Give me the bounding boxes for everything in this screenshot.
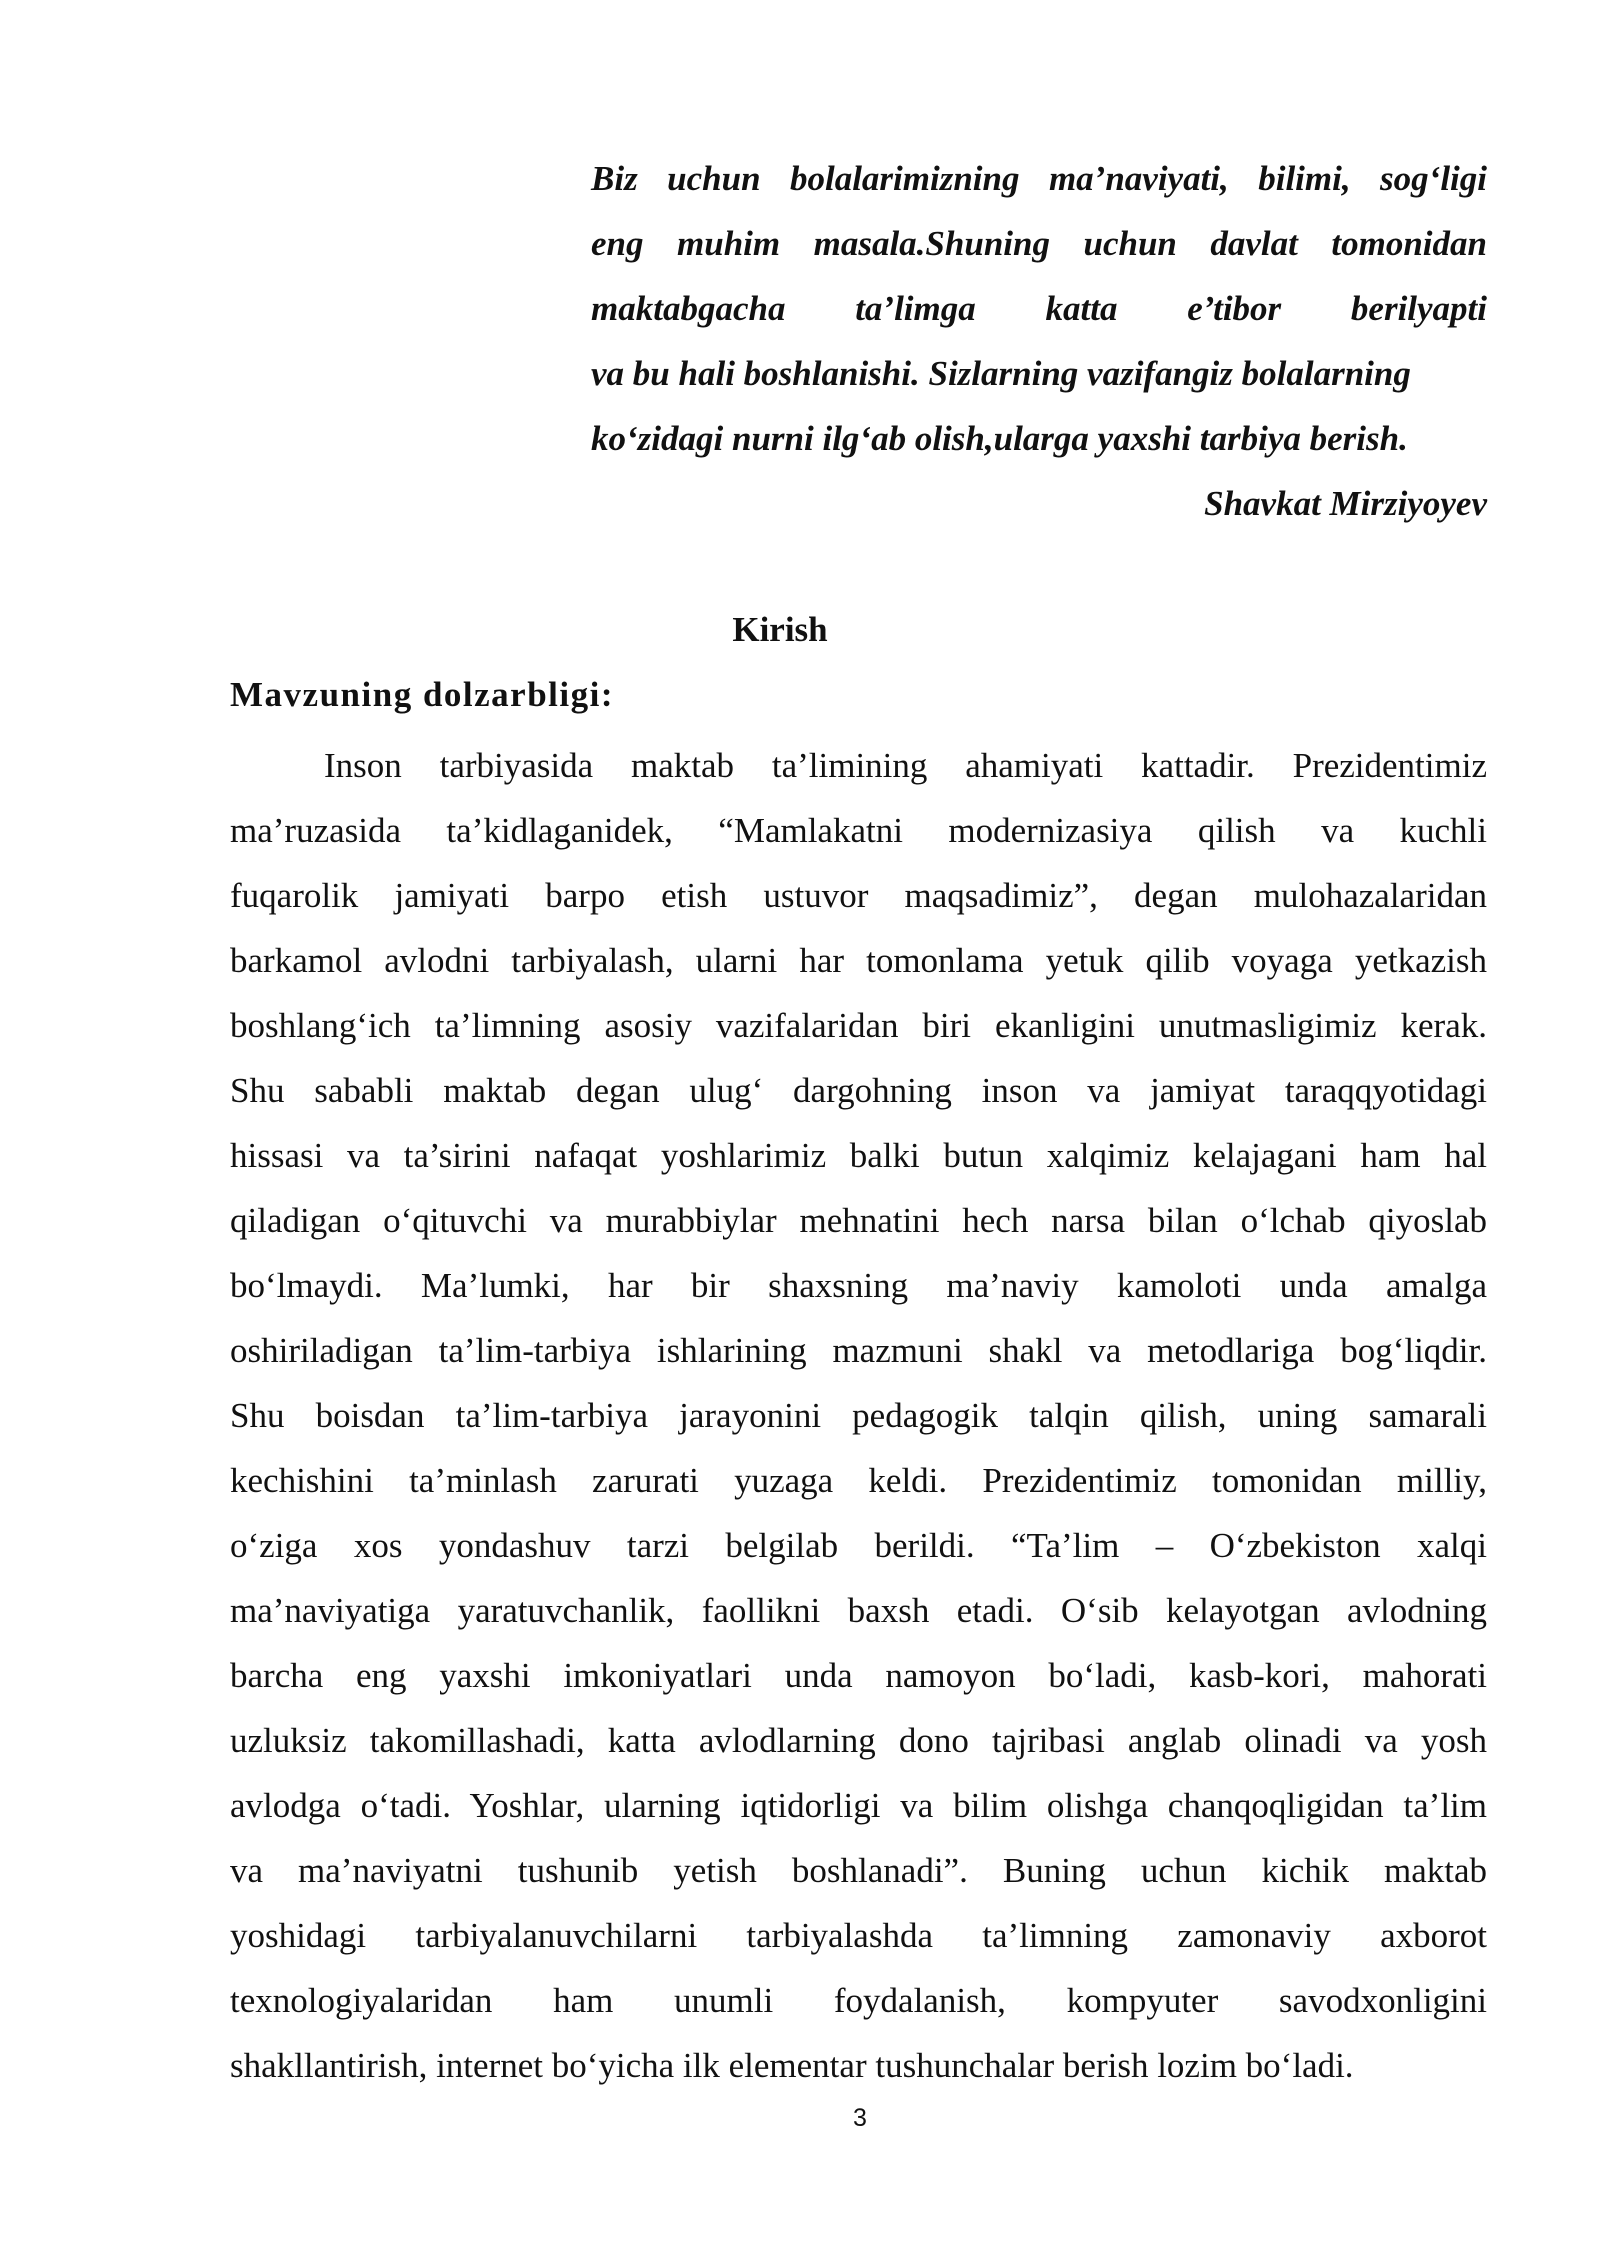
body-line: ma’naviyatiga yaratuvchanlik, faollikni baxsh etadi. O‘sib kelayotgan avlodning: [230, 1591, 1487, 1630]
body-line: va ma’naviyatni tushunib yetish boshlanadi”. Buning uchun kichik maktab: [230, 1851, 1487, 1890]
body-line: o‘ziga xos yondashuv tarzi belgilab berildi. “Ta’lim – O‘zbekiston xalqi: [230, 1526, 1487, 1565]
epigraph-line: Biz uchun bolalarimizning ma’naviyati, bilimi, sog‘ligi: [591, 159, 1487, 198]
section-subheading: Mavzuning dolzarbligi:: [230, 675, 614, 714]
body-line: kechishini ta’minlash zarurati yuzaga keldi. Prezidentimiz tomonidan milliy,: [230, 1461, 1487, 1500]
body-line: hissasi va ta’sirini nafaqat yoshlarimiz balki butun xalqimiz kelajagani ham hal: [230, 1136, 1487, 1175]
body-line: oshiriladigan ta’lim-tarbiya ishlarining mazmuni shakl va metodlariga bog‘liqdir.: [230, 1331, 1487, 1370]
body-line: avlodga o‘tadi. Yoshlar, ularning iqtidorligi va bilim olishga chanqoqligidan ta’lim: [230, 1786, 1487, 1825]
body-line: texnologiyalaridan ham unumli foydalanish, kompyuter savodxonligini: [230, 1981, 1487, 2020]
body-line: barcha eng yaxshi imkoniyatlari unda namoyon bo‘ladi, kasb-kori, mahorati: [230, 1656, 1487, 1695]
epigraph-line: va bu hali boshlanishi. Sizlarning vazifangiz bolalarning: [591, 354, 1411, 393]
body-line: Inson tarbiyasida maktab ta’limining ahamiyati kattadir. Prezidentimiz: [324, 746, 1487, 785]
body-line: fuqarolik jamiyati barpo etish ustuvor maqsadimiz”, degan mulohazalaridan: [230, 876, 1487, 915]
body-line: qiladigan o‘qituvchi va murabbiylar mehnatini hech narsa bilan o‘lchab qiyoslab: [230, 1201, 1487, 1240]
body-line: barkamol avlodni tarbiyalash, ularni har tomonlama yetuk qilib voyaga yetkazish: [230, 941, 1487, 980]
body-line: shakllantirish, internet bo‘yicha ilk elementar tushunchalar berish lozim bo‘ladi.: [230, 2046, 1354, 2085]
body-line: Shu sababli maktab degan ulug‘ dargohning inson va jamiyat taraqqyotidagi: [230, 1071, 1487, 1110]
epigraph-line: ko‘zidagi nurni ilg‘ab olish,ularga yaxshi tarbiya berish.: [591, 419, 1408, 458]
epigraph: [591, 146, 1487, 536]
body-line: boshlang‘ich ta’limning asosiy vazifalaridan biri ekanligini unutmasligimiz kerak.: [230, 1006, 1487, 1045]
page-number: 3: [853, 2104, 867, 2132]
epigraph-line: eng muhim masala.Shuning uchun davlat tomonidan: [591, 224, 1487, 263]
body-line: Shu boisdan ta’lim-tarbiya jarayonini pedagogik talqin qilish, uning samarali: [230, 1396, 1487, 1435]
epigraph-author: Shavkat Mirziyoyev: [1204, 484, 1487, 523]
section-heading: Kirish: [732, 610, 828, 649]
body-line: bo‘lmaydi. Ma’lumki, har bir shaxsning ma’naviy kamoloti unda amalga: [230, 1266, 1487, 1305]
epigraph-line: maktabgacha ta’limga katta e’tibor berilyapti: [591, 289, 1487, 328]
body-line: uzluksiz takomillashadi, katta avlodlarning dono tajribasi anglab olinadi va yosh: [230, 1721, 1487, 1760]
body-line: yoshidagi tarbiyalanuvchilarni tarbiyalashda ta’limning zamonaviy axborot: [230, 1916, 1487, 1955]
body-line: ma’ruzasida ta’kidlaganidek, “Mamlakatni modernizasiya qilish va kuchli: [230, 811, 1487, 850]
body-paragraph: [230, 733, 1487, 2098]
